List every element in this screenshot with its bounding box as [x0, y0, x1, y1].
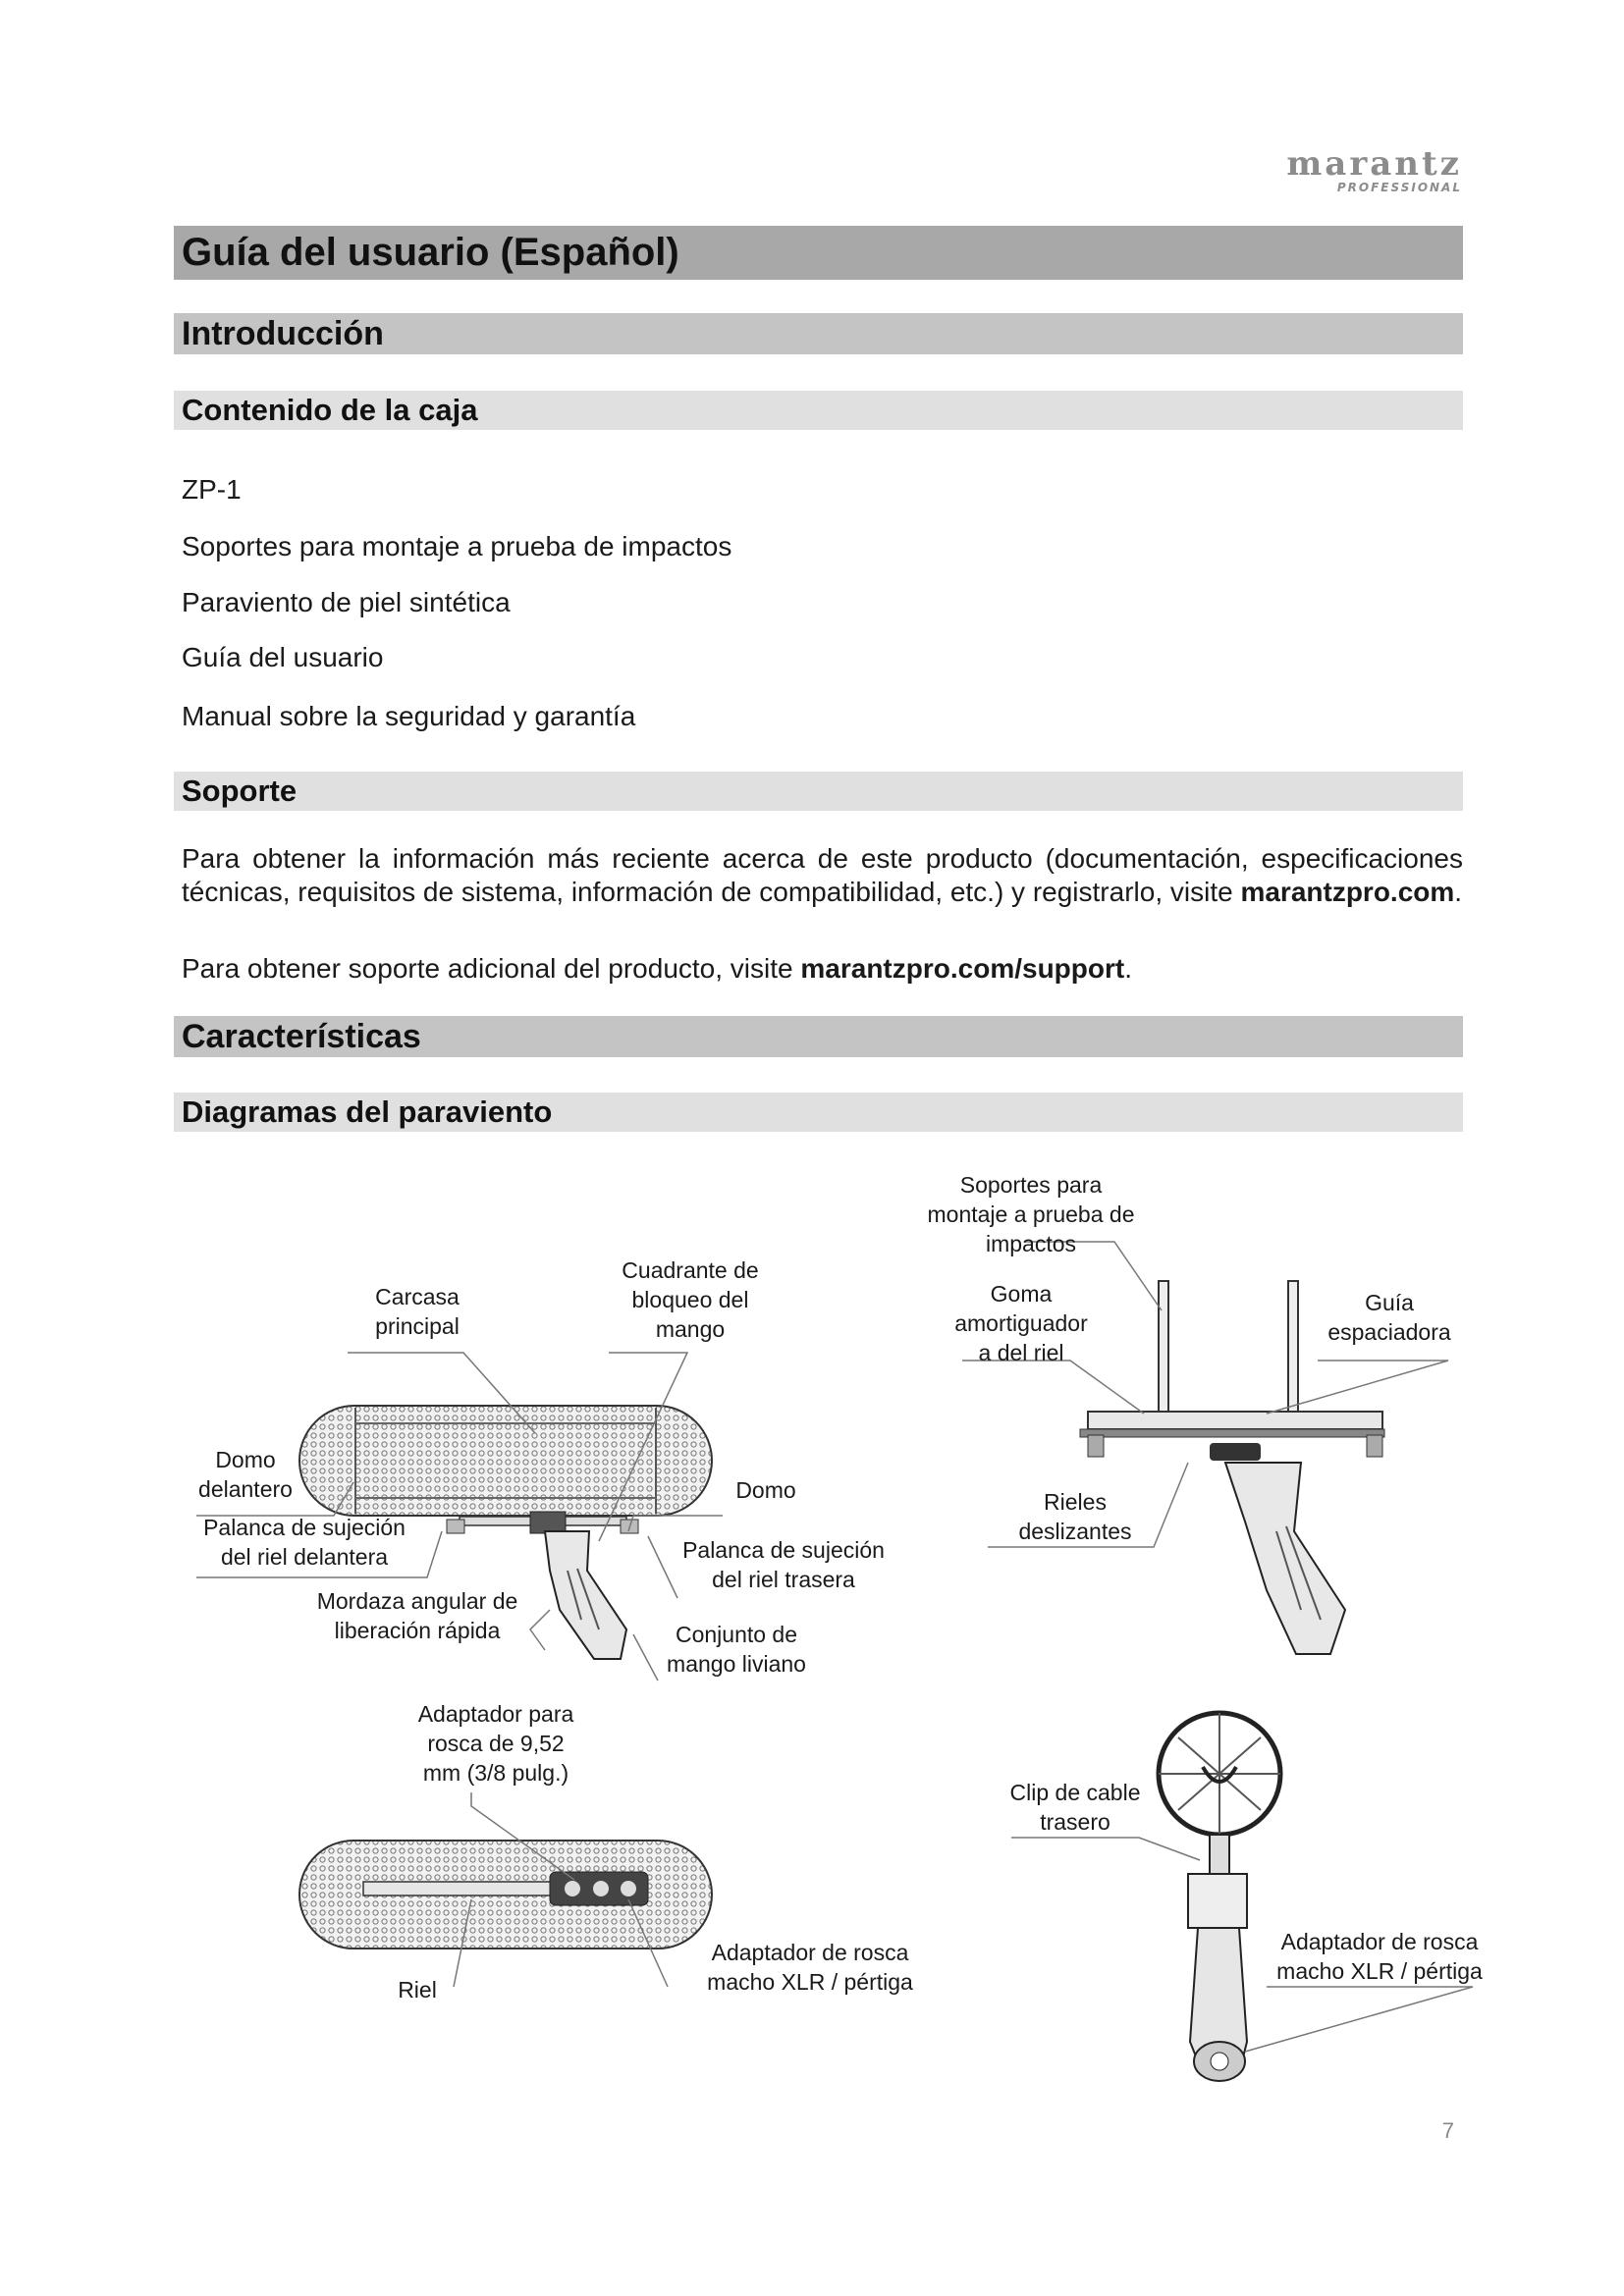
label-thread-adapter: Adaptador para rosca de 9,52 mm (3/8 pulg.)	[417, 1701, 574, 1786]
section-diagrams-heading: Diagramas del paraviento	[174, 1093, 1463, 1132]
support-text: Para obtener soporte adicional del producto, visite	[182, 953, 801, 984]
support-text-end: .	[1124, 953, 1132, 984]
support-text: Para obtener la información más reciente acerca de este producto (documentación, especificaciones técnicas, requisitos de sistema, información de compatibilidad, etc.) y registrarlo, visite	[182, 843, 1463, 907]
box-item: Manual sobre la seguridad y garantía	[182, 701, 636, 731]
support-link[interactable]: marantzpro.com	[1240, 877, 1455, 907]
support-link[interactable]: marantzpro.com/support	[800, 953, 1125, 984]
brand-subtitle: PROFESSIONAL	[1336, 181, 1462, 194]
page-title: Guía del usuario (Español)	[174, 226, 1463, 280]
page-number: 7	[1441, 2118, 1454, 2143]
box-item: ZP-1	[182, 474, 242, 505]
section-features-heading: Características	[174, 1016, 1463, 1057]
label-rail-rubber-damper: Goma amortiguador a del riel	[954, 1281, 1088, 1365]
section-box-contents-heading: Contenido de la caja	[174, 391, 1463, 430]
label-main-housing: Carcasa principal	[375, 1284, 460, 1339]
label-dome: Domo	[735, 1477, 796, 1503]
support-text-end: .	[1454, 877, 1463, 907]
label-light-handle-assembly: Conjunto de mango liviano	[667, 1622, 806, 1677]
label-rail: Riel	[398, 1977, 437, 2002]
box-item: Guía del usuario	[182, 642, 384, 672]
section-intro-heading: Introducción	[174, 313, 1463, 354]
box-item: Paraviento de piel sintética	[182, 587, 511, 617]
label-shock-mounts: Soportes para montaje a prueba de impactos	[927, 1172, 1135, 1256]
label-quick-release-clamp: Mordaza angular de liberación rápida	[316, 1588, 518, 1643]
windscreen-rail-view	[299, 1841, 712, 1949]
label-front-dome: Domo delantero	[198, 1447, 293, 1502]
label-front-rail-lever: Palanca de sujeción del riel delantera	[203, 1515, 406, 1570]
rear-shockmount-view	[1159, 1713, 1280, 2081]
brand-name: marantz	[1286, 144, 1462, 184]
section-support-heading: Soporte	[174, 772, 1463, 811]
label-sliding-rails: Rieles deslizantes	[1018, 1489, 1132, 1544]
label-xlr-adapter-1: Adaptador de rosca macho XLR / pértiga	[707, 1940, 913, 1995]
label-xlr-adapter-2: Adaptador de rosca macho XLR / pértiga	[1276, 1929, 1483, 1984]
label-rear-rail-lever: Palanca de sujeción del riel trasera	[682, 1537, 885, 1592]
label-rear-cable-clip: Clip de cable trasero	[1009, 1780, 1141, 1835]
label-spacer-guide: Guía espaciadora	[1327, 1290, 1451, 1345]
box-item: Soportes para montaje a prueba de impactos	[182, 531, 732, 561]
label-handle-lock-dial: Cuadrante de bloqueo del mango	[622, 1257, 759, 1342]
